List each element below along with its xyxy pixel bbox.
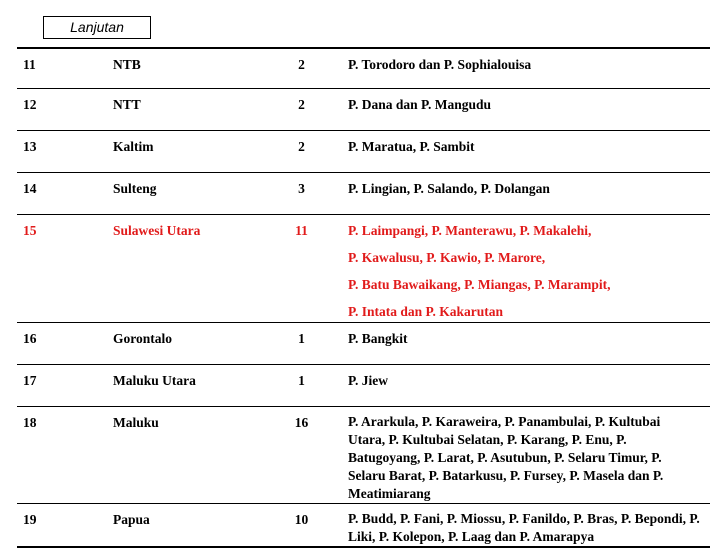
island-list-line: P. Batu Bawaikang, P. Miangas, P. Marampit, — [348, 277, 611, 292]
table-row — [17, 89, 710, 131]
continuation-label: Lanjutan — [43, 16, 151, 39]
island-list: P. Torodoro dan P. Sophialouisa — [340, 48, 710, 89]
province-name: NTB — [107, 48, 263, 89]
row-number: 18 — [17, 407, 107, 504]
island-count: 1 — [263, 365, 340, 407]
island-count: 2 — [263, 48, 340, 89]
province-name: Gorontalo — [107, 323, 263, 365]
island-list: P. Dana dan P. Mangudu — [340, 89, 710, 131]
island-list: P. Budd, P. Fani, P. Miossu, P. Fanildo, P. Bras, P. Bepondi, P. Liki, P. Kolepon, P. Laag dan P. Amarapya — [340, 504, 710, 548]
table-row — [17, 504, 710, 548]
island-list: P. Bangkit — [340, 323, 710, 365]
province-name: Maluku — [107, 407, 263, 504]
row-number: 12 — [17, 89, 107, 131]
province-name: Sulawesi Utara — [107, 215, 263, 323]
island-list: P. Maratua, P. Sambit — [340, 131, 710, 173]
island-list: P. Jiew — [340, 365, 710, 407]
row-number: 15 — [17, 215, 107, 323]
province-name: Papua — [107, 504, 263, 548]
island-count: 2 — [263, 131, 340, 173]
island-list — [340, 215, 710, 323]
island-list-line: P. Intata dan P. Kakarutan — [348, 304, 504, 319]
row-number: 19 — [17, 504, 107, 548]
table-row — [17, 365, 710, 407]
island-list: P. Ararkula, P. Karaweira, P. Panambulai, P. Kultubai Utara, P. Kultubai Selatan, P. Karang, P. Enu, P. Batugoyang, P. Larat, P. Asutubun, P. Selaru Timur, P. Selaru Barat, P. Batarkusu, P. Fursey, P. Masela dan P. Meatimiarang — [340, 407, 710, 504]
island-list-line: P. Laimpangi, P. Manterawu, P. Makalehi, — [348, 223, 592, 238]
island-count: 1 — [263, 323, 340, 365]
row-number: 16 — [17, 323, 107, 365]
island-count: 3 — [263, 173, 340, 215]
province-name: NTT — [107, 89, 263, 131]
table-row — [17, 173, 710, 215]
row-number: 11 — [17, 48, 107, 89]
table-row — [17, 323, 710, 365]
islands-table — [17, 47, 710, 548]
province-name: Sulteng — [107, 173, 263, 215]
row-number: 17 — [17, 365, 107, 407]
island-count: 16 — [263, 407, 340, 504]
table-row — [17, 131, 710, 173]
table-row — [17, 48, 710, 89]
table-row — [17, 407, 710, 504]
row-number: 13 — [17, 131, 107, 173]
table-row-highlighted — [17, 215, 710, 323]
province-name: Maluku Utara — [107, 365, 263, 407]
island-count: 2 — [263, 89, 340, 131]
island-list-line: P. Kawalusu, P. Kawio, P. Marore, — [348, 250, 546, 265]
province-name: Kaltim — [107, 131, 263, 173]
island-count: 10 — [263, 504, 340, 548]
row-number: 14 — [17, 173, 107, 215]
island-list: P. Lingian, P. Salando, P. Dolangan — [340, 173, 710, 215]
island-count: 11 — [263, 215, 340, 323]
